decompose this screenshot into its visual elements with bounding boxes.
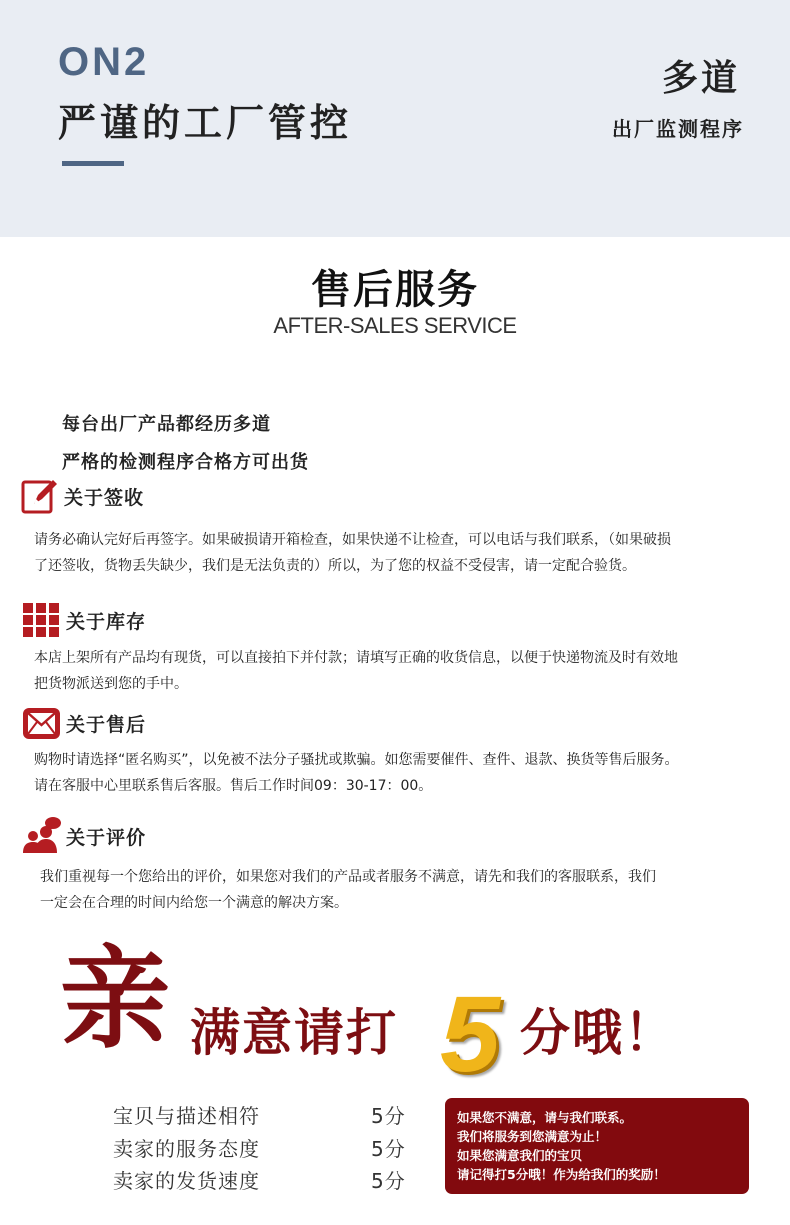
item-signing-title: 关于签收 [64,486,145,509]
item-signing-body [34,527,779,579]
promo-text-points: 分哦！ [520,1004,676,1062]
item-stock-body [34,645,779,697]
users-chat-icon [22,816,62,856]
intro-line-2: 严格的检测程序合格方可出货 [62,452,309,473]
header-banner [0,0,790,237]
edit-pen-icon [20,476,60,516]
grid-icon [22,600,62,640]
section-subtitle: AFTER-SALES SERVICE [273,313,517,338]
notice-box [445,1098,749,1194]
item-review-line-2: 一定会在合理的时间内给您一个满意的解决方案。 [40,895,348,911]
notice-line-4: 请记得打5分哦！作为给我们的奖励！ [457,1167,666,1182]
brand-name: ON2 [58,40,150,84]
rating-row [113,1100,413,1129]
item-stock-line-2: 把货物派送到您的手中。 [34,676,188,692]
rating-value: 5分 [371,1137,406,1161]
promo-five-graphic: 5 [440,973,501,1094]
item-stock-title: 关于库存 [66,610,147,633]
item-aftersales-title: 关于售后 [66,713,147,736]
accent-divider [62,161,124,166]
header-right-subtitle: 出厂监测程序 [612,117,744,141]
item-signing-header [20,476,144,516]
item-aftersales-line-2: 请在客服中心里联系售后客服。售后工作时间09：30-17：00。 [34,778,433,794]
section-title: 售后服务 [311,267,479,313]
item-signing-line-1: 请务必确认完好后再签字。如果破损请开箱检查，如果快递不让检查，可以电话与我们联系，（如果破损 [34,532,671,548]
rating-row [113,1133,413,1162]
item-signing-line-2: 了还签收，货物丢失缺少，我们是无法负责的）所以，为了您的权益不受侵害，请一定配合验货。 [34,558,636,574]
notice-line-2: 我们将服务到您满意为止！ [457,1129,608,1144]
envelope-icon [22,703,62,743]
intro-line-1: 每台出厂产品都经历多道 [62,414,271,435]
item-stock-line-1: 本店上架所有产品均有现货，可以直接拍下并付款；请填写正确的收货信息，以便于快递物流及时有效地 [34,650,678,666]
item-aftersales-body [34,747,779,799]
rating-row [113,1165,413,1194]
rating-label: 卖家的发货速度 [113,1169,260,1193]
header-right-title: 多道 [661,58,740,99]
notice-line-1: 如果您不满意，请与我们联系。 [457,1110,633,1125]
item-aftersales-line-1: 购物时请选择“匿名购买”，以免被不法分子骚扰或欺骗。如您需要催件、查件、退款、换货等售后服务。 [34,752,679,768]
item-review-body [40,864,785,916]
promo-text-satisfied: 满意请打 [190,1004,398,1062]
item-stock-header [22,600,146,640]
rating-value: 5分 [371,1169,406,1193]
rating-label: 卖家的服务态度 [113,1137,260,1161]
item-review-header [22,816,146,856]
promo-big-character: 亲 [60,935,170,1063]
item-review-line-1: 我们重视每一个您给出的评价，如果您对我们的产品或者服务不满意，请先和我们的客服联系，我们 [40,869,656,885]
item-aftersales-header [22,703,146,743]
notice-line-3: 如果您满意我们的宝贝 [457,1148,583,1163]
item-review-title: 关于评价 [66,826,147,849]
rating-value: 5分 [371,1104,406,1128]
rating-label: 宝贝与描述相符 [113,1104,260,1128]
header-headline: 严谨的工厂管控 [58,101,353,145]
